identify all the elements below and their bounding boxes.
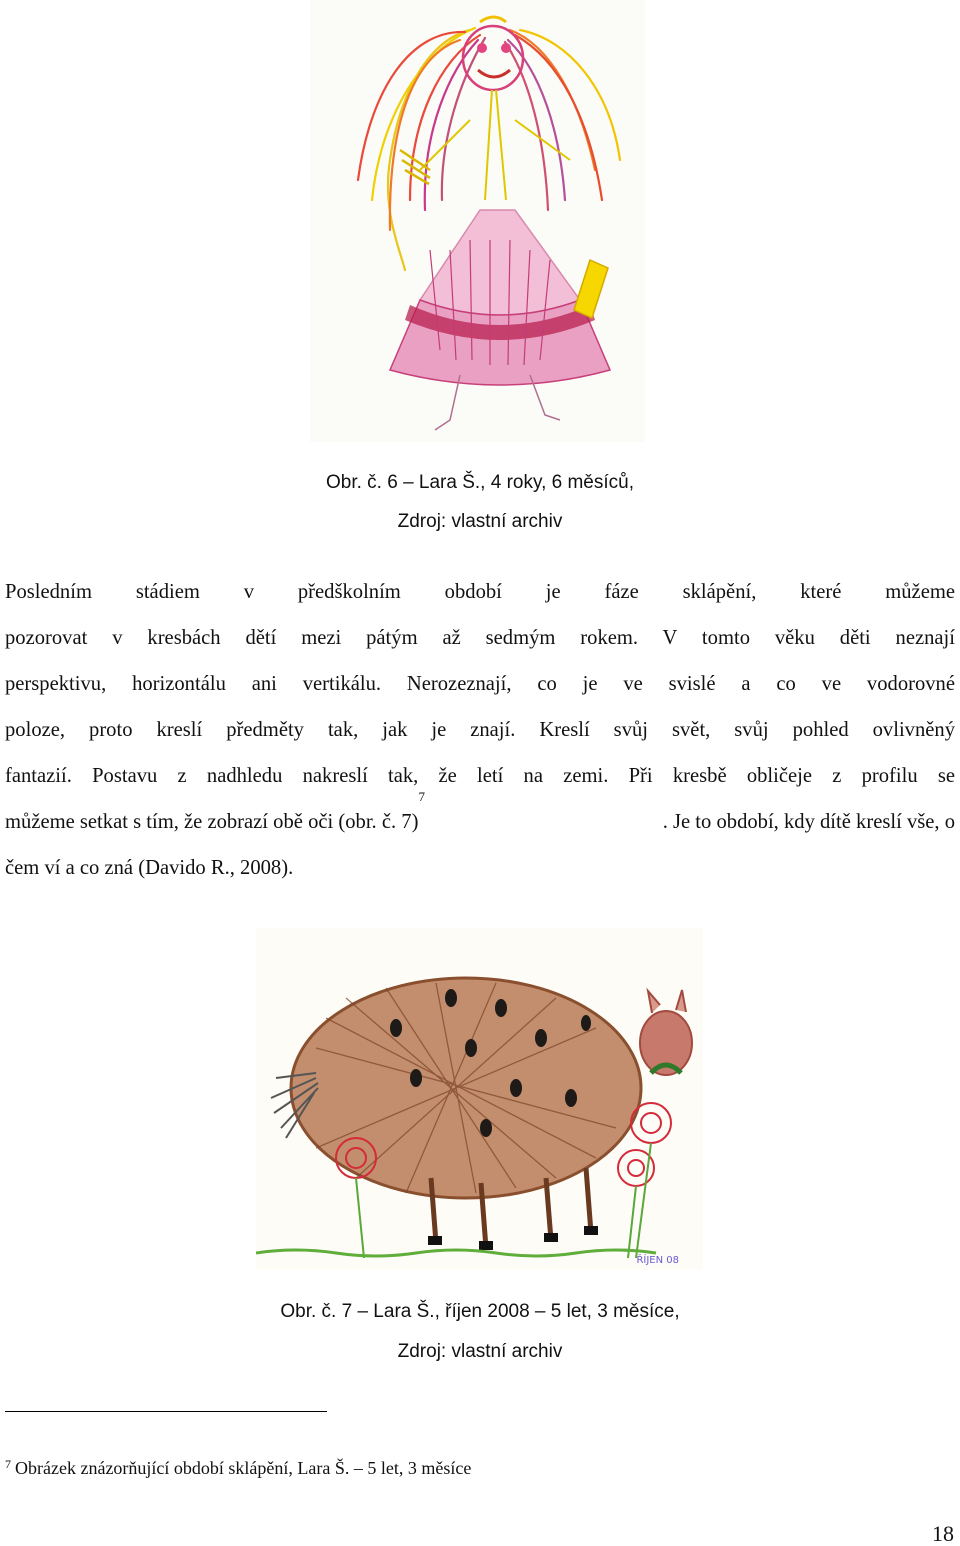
footnote-reference[interactable]: 7 bbox=[418, 789, 425, 804]
figure-caption-1-label: Obr. č. 6 – Lara Š bbox=[325, 472, 475, 493]
animal-drawing-illustration bbox=[256, 928, 703, 1270]
footnote bbox=[5, 1456, 471, 1480]
drawing-signature: ŘÍJEN 08 bbox=[636, 1255, 679, 1266]
paragraph-line: pozorovat v kresbách dětí mezi pátým až sedmým rokem. V tomto věku děti neznají bbox=[5, 627, 955, 649]
figure-caption-1-details: ., 4 roky, 6 měsíců, bbox=[474, 472, 634, 493]
page-number: 18 bbox=[932, 1521, 954, 1546]
paragraph-text-before-ref bbox=[5, 789, 425, 845]
figure-caption-2-label: Obr. č. 7 – Lara Š bbox=[280, 1301, 430, 1322]
figure-source-1: Zdroj: vlastní archiv bbox=[397, 511, 563, 532]
footnote-number: 7 bbox=[5, 1457, 11, 1471]
figure-drawing-animal bbox=[256, 928, 703, 1270]
paragraph-line-with-footnote bbox=[5, 789, 955, 845]
paragraph-text-segment: můžeme setkat s tím, že zobrazí obě oči (obr. č. 7) bbox=[5, 811, 419, 833]
footnote-separator bbox=[5, 1411, 327, 1412]
figure-source-2: Zdroj: vlastní archiv bbox=[397, 1341, 563, 1362]
paragraph-text-after-ref: . Je to období, kdy dítě kreslí vše, o bbox=[662, 811, 955, 833]
figure-caption-2-details: ., říjen 2008 – 5 let, 3 měsíce, bbox=[429, 1301, 680, 1322]
figure-caption-2 bbox=[0, 1301, 960, 1323]
body-paragraph bbox=[5, 569, 955, 891]
paragraph-line: poloze, proto kreslí předměty tak, jak je znají. Kreslí svůj svět, svůj pohled ovlivněný bbox=[5, 719, 955, 741]
paragraph-line: Posledním stádiem v předškolním období je fáze sklápění, které můžeme bbox=[5, 581, 955, 603]
paragraph-line: fantazií. Postavu z nadhledu nakreslí tak, že letí na zemi. Při kresbě obličeje z profilu se bbox=[5, 765, 955, 787]
footnote-text: Obrázek znázorňující období sklápění, Lara Š. – 5 let, 3 měsíce bbox=[15, 1458, 472, 1478]
figure-caption-1 bbox=[0, 472, 960, 494]
girl-drawing-illustration bbox=[310, 0, 645, 442]
figure-drawing-girl bbox=[310, 0, 645, 442]
paragraph-line: perspektivu, horizontálu ani vertikálu. Nerozeznají, co je ve svislé a co ve vodorovné bbox=[5, 673, 955, 695]
paragraph-line: čem ví a co zná (Davido R., 2008). bbox=[5, 857, 294, 879]
